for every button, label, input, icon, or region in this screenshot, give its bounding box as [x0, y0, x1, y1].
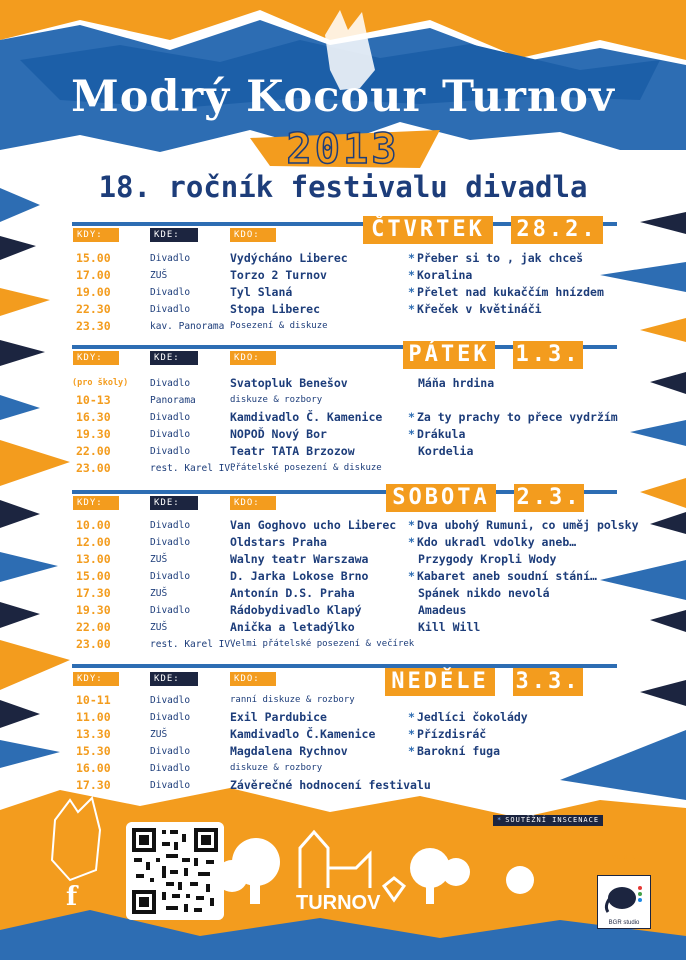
row-venue: Divadlo [150, 429, 191, 440]
row-show: * Drákula [418, 426, 465, 443]
row-time: 17.30 [76, 586, 111, 600]
header-kde: KDE: [150, 228, 198, 242]
header-kdy: KDY: [73, 351, 119, 365]
header-kdy: KDY: [73, 228, 119, 242]
row-ensemble: Magdalena Rychnov [230, 744, 348, 758]
schedule-row [0, 568, 686, 585]
row-time: 22.30 [76, 302, 111, 316]
row-venue: Divadlo [150, 304, 191, 315]
row-venue: ZUŠ [150, 729, 168, 740]
row-show: * Dva ubohý Rumuni, co uměj polsky [418, 517, 639, 534]
row-ensemble: NOPOĎ Nový Bor [230, 427, 327, 441]
schedule-row [0, 250, 686, 267]
row-show: * Kdo ukradl vdolky aneb… [418, 534, 576, 551]
row-ensemble: Svatopluk Benešov [230, 376, 348, 390]
turnov-logo-text: TURNOV [296, 892, 381, 914]
row-time: (pro školy) [72, 378, 129, 388]
header-kdo: KDO: [230, 496, 276, 510]
row-ensemble: Anička a letadýlko [230, 620, 355, 634]
day-saturday [0, 480, 686, 650]
schedule-row [0, 743, 686, 760]
row-show: * Přelet nad kukaččím hnízdem [418, 284, 604, 301]
row-time: 13.00 [76, 552, 111, 566]
row-venue: Divadlo [150, 378, 191, 389]
row-ensemble: Přátelské posezení & diskuze [230, 463, 382, 473]
row-ensemble: Rádobydivadlo Klapý [230, 603, 362, 617]
header-kde: KDE: [150, 672, 198, 686]
row-ensemble: Antonín D.S. Praha [230, 586, 355, 600]
row-venue: Divadlo [150, 746, 191, 757]
schedule-row [0, 392, 686, 409]
festival-subtitle: 18. ročník festivalu divadla [98, 170, 588, 204]
row-show: Spánek nikdo nevolá [418, 586, 550, 600]
row-show: * Za ty prachy to přece vydržím [418, 409, 618, 426]
festival-title: Modrý Kocour Turnov [71, 72, 615, 122]
row-ensemble: diskuze & rozbory [230, 763, 323, 773]
schedule-row [0, 636, 686, 653]
row-venue: ZUŠ [150, 270, 168, 281]
day-date: 3.3. [513, 668, 583, 696]
row-venue: ZUŠ [150, 554, 168, 565]
row-show: * Přeber si to , jak chceš [418, 250, 583, 267]
row-time: 23.00 [76, 637, 111, 651]
header-kdo: KDO: [230, 672, 276, 686]
schedule-row [0, 460, 686, 477]
row-show: Máňa hrdina [418, 376, 495, 390]
row-venue: Divadlo [150, 571, 191, 582]
row-ensemble: Vydýcháno Liberec [230, 251, 348, 265]
row-ensemble: Kamdivadlo Č.Kamenice [230, 727, 376, 741]
day-name: SOBOTA [386, 484, 496, 512]
schedule-row [0, 517, 686, 534]
row-venue: ZUŠ [150, 622, 168, 633]
row-ensemble: diskuze & rozbory [230, 395, 323, 405]
day-date: 2.3. [514, 484, 584, 512]
row-ensemble: ranní diskuze & rozbory [230, 695, 355, 705]
row-ensemble: Posezení & diskuze [230, 321, 328, 331]
row-ensemble: Velmi přátelské posezení & večírek [230, 639, 415, 649]
row-show: Kordelia [418, 444, 474, 458]
row-time: 10.00 [76, 518, 111, 532]
elephant-icon [598, 876, 650, 916]
row-show: * Barokní fuga [418, 743, 500, 760]
day-name: NEDĚLE [385, 668, 495, 696]
competition-legend [493, 815, 603, 826]
header-kde: KDE: [150, 496, 198, 510]
header-kdy: KDY: [73, 672, 119, 686]
header-kde: KDE: [150, 351, 198, 365]
header-kdo: KDO: [230, 351, 276, 365]
row-time: 22.00 [76, 444, 111, 458]
row-venue: Divadlo [150, 412, 191, 423]
row-time: 15.00 [76, 569, 111, 583]
row-time: 16.30 [76, 410, 111, 424]
row-ensemble: Kamdivadlo Č. Kamenice [230, 410, 383, 424]
row-show: Kill Will [418, 620, 481, 634]
day-name: ČTVRTEK [363, 216, 493, 244]
row-time: 17.30 [76, 778, 111, 792]
day-name: PÁTEK [403, 341, 495, 369]
row-venue: Divadlo [150, 287, 191, 298]
row-time: 19.00 [76, 285, 111, 299]
schedule-row [0, 585, 686, 602]
schedule-row [0, 301, 686, 318]
row-venue: kav. Panorama [150, 321, 225, 332]
row-show: * Křeček v květináči [418, 301, 542, 318]
row-time: 12.00 [76, 535, 111, 549]
row-ensemble: Oldstars Praha [230, 535, 327, 549]
schedule-row [0, 318, 686, 335]
row-venue: Divadlo [150, 520, 191, 531]
row-time: 23.30 [76, 319, 111, 333]
row-show: Amadeus [418, 603, 467, 617]
row-ensemble: Walny teatr Warszawa [230, 552, 369, 566]
row-venue: Divadlo [150, 763, 191, 774]
bgr-studio-label: BGR studio [608, 920, 640, 926]
row-venue: Divadlo [150, 780, 191, 791]
row-venue: Divadlo [150, 712, 191, 723]
row-time: 11.00 [76, 710, 111, 724]
row-show: * Koralina [418, 267, 472, 284]
schedule-row [0, 692, 686, 709]
row-ensemble: Tyl Slaná [230, 285, 293, 299]
row-ensemble: Teatr TATA Brzozow [230, 444, 355, 458]
schedule-row [0, 375, 686, 392]
schedule-row [0, 443, 686, 460]
legend-star-icon: * [497, 816, 503, 824]
row-time: 19.30 [76, 603, 111, 617]
partner-label: PARTNER [605, 852, 639, 864]
row-venue: Divadlo [150, 537, 191, 548]
schedule-row [0, 284, 686, 301]
day-date: 28.2. [511, 216, 603, 244]
row-show: * Kabaret aneb soudní stání… [418, 568, 597, 585]
day-date: 1.3. [513, 341, 583, 369]
schedule-row [0, 760, 686, 777]
row-venue: rest. Karel IV. [150, 639, 236, 650]
schedule-row [0, 534, 686, 551]
row-venue: Divadlo [150, 605, 191, 616]
row-time: 17.00 [76, 268, 111, 282]
row-ensemble: Exil Pardubice [230, 710, 327, 724]
row-ensemble: Van Goghovo ucho Liberec [230, 518, 397, 532]
row-ensemble: Závěrečné hodnocení festivalu [230, 778, 431, 792]
schedule-row [0, 551, 686, 568]
row-venue: Divadlo [150, 253, 191, 264]
row-ensemble: Torzo 2 Turnov [230, 268, 327, 282]
row-venue: Divadlo [150, 695, 191, 706]
row-show: Przygody Kropli Wody [418, 552, 557, 566]
row-time: 15.30 [76, 744, 111, 758]
facebook-icon[interactable]: f [66, 882, 78, 912]
day-sunday [0, 658, 686, 828]
row-time: 13.30 [76, 727, 111, 741]
row-time: 10-11 [76, 693, 111, 707]
row-venue: rest. Karel IV. [150, 463, 236, 474]
schedule-row [0, 409, 686, 426]
schedule-row [0, 709, 686, 726]
festival-year: 2013 [286, 124, 400, 173]
header-kdy: KDY: [73, 496, 119, 510]
qr-code-icon[interactable] [126, 822, 224, 920]
legend-label: SOUTĚŽNÍ INSCENACE [505, 816, 600, 824]
row-time: 19.30 [76, 427, 111, 441]
row-time: 10-13 [76, 393, 111, 407]
schedule-row [0, 726, 686, 743]
row-ensemble: Stopa Liberec [230, 302, 321, 316]
row-venue: ZUŠ [150, 588, 168, 599]
schedule-row [0, 777, 686, 794]
bgr-studio-logo [597, 875, 651, 929]
schedule-row [0, 426, 686, 443]
row-venue: Divadlo [150, 446, 191, 457]
row-show: * Přízdisráč [418, 726, 486, 743]
schedule-row [0, 602, 686, 619]
schedule-row [0, 619, 686, 636]
row-venue: Panorama [150, 395, 196, 406]
schedule-row [0, 267, 686, 284]
row-time: 22.00 [76, 620, 111, 634]
row-time: 15.00 [76, 251, 111, 265]
row-show: * Jedlíci čokolády [418, 709, 528, 726]
header-kdo: KDO: [230, 228, 276, 242]
row-ensemble: D. Jarka Lokose Brno [230, 569, 369, 583]
row-time: 23.00 [76, 461, 111, 475]
row-time: 16.00 [76, 761, 111, 775]
